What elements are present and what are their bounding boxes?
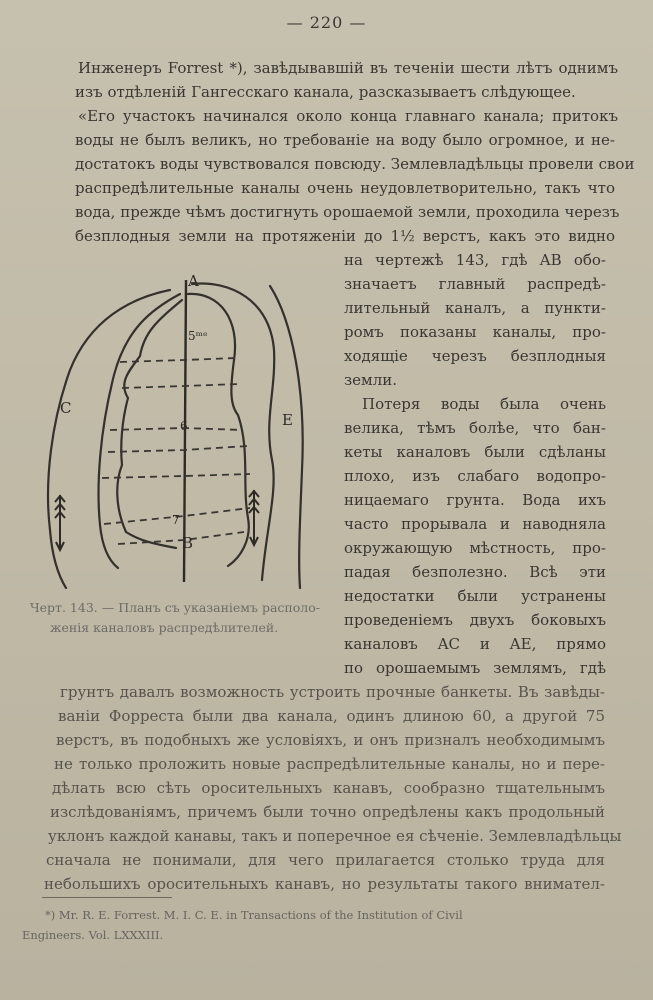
side-line: ходящіе черезъ безплодныя	[344, 347, 606, 365]
quote-line: «Его участокъ начинался около конца главнаго канала; притокъ	[78, 107, 618, 125]
dashed-channel	[108, 446, 248, 452]
label-e: E	[282, 411, 293, 429]
figure-caption: Черт. 143. — Планъ съ указаніемъ располо-	[30, 600, 320, 615]
quote-line: достатокъ воды чувствовался повсюду. Землевладѣльцы провели свои	[75, 155, 635, 173]
dashed-channel	[102, 474, 250, 478]
label-7: 7	[172, 513, 180, 527]
body-line: изслѣдованіямъ, причемъ были точно опредѣлены какъ продольный	[50, 803, 605, 821]
label-5: 5ᵐᵉ	[188, 329, 208, 343]
body-line: сначала не понимали, для чего прилагается столько труда для	[46, 851, 605, 869]
intro-line: Инженеръ Forrest *), завѣдывавшій въ теченіи шести лѣтъ однимъ	[78, 59, 618, 77]
side-line: плохо, изъ слабаго водопро-	[344, 467, 606, 485]
footnote-line: Engineers. Vol. LXXXIII.	[22, 928, 164, 942]
far-right-contour	[270, 286, 303, 588]
dashed-channel	[110, 428, 242, 430]
side-line: падая безполезно. Всѣ эти	[344, 563, 606, 581]
side-line: недостатки были устранены	[344, 587, 606, 605]
flow-arrow-left-icon	[55, 495, 65, 550]
label-c: C	[60, 399, 72, 417]
body-line: уклонъ каждой канавы, такъ и поперечное ея сѣченіе. Землевладѣльцы	[48, 827, 622, 845]
quote-line: распредѣлительные каналы очень неудовлетворительно, такъ что	[75, 179, 615, 197]
middle-left-contour	[99, 294, 180, 568]
side-line: лительный каналъ, а пункти-	[344, 299, 606, 317]
intro-line: изъ отдѣленій Гангесскаго канала, разсказываетъ слѣдующее.	[75, 83, 576, 101]
quote-line: воды не былъ великъ, но требованіе на воду было огромное, и не-	[75, 131, 615, 149]
dashed-channel	[122, 384, 240, 388]
quote-line: вода, прежде чѣмъ достигнуть орошаемой земли, проходила черезъ	[75, 203, 620, 221]
flow-arrow-right-icon	[249, 490, 259, 545]
quote-line: безплодныя земли на протяженіи до 1½ верстъ, какъ это видно	[75, 227, 615, 245]
side-line: окружающую мѣстность, про-	[344, 539, 606, 557]
side-line: земли.	[344, 371, 398, 389]
side-line: кеты каналовъ были сдѣланы	[344, 443, 606, 461]
label-6: 6	[180, 419, 188, 433]
body-line: ваніи Форреста были два канала, одинъ длиною 60, а другой 75	[58, 707, 605, 725]
canal-plan-figure	[30, 270, 320, 590]
side-line: проведеніемъ двухъ боковыхъ	[344, 611, 606, 629]
side-line: каналовъ AC и AE, прямо	[344, 635, 606, 653]
side-line: Потеря воды была очень	[362, 395, 606, 413]
body-line: грунтъ давалъ возможность устроить прочные банкеты. Въ завѣды-	[60, 683, 605, 701]
side-line: часто прорывала и наводняла	[344, 515, 606, 533]
label-b: B	[182, 534, 194, 552]
side-line: по орошаемымъ землямъ, гдѣ	[344, 659, 606, 677]
body-line: дѣлать всю сѣть оросительныхъ канавъ, сообразно тщательнымъ	[52, 779, 605, 797]
footnote-rule	[42, 897, 172, 898]
body-line: не только проложить новые распредѣлительные каналы, но и пере-	[54, 755, 605, 773]
side-line: ницаемаго грунта. Вода ихъ	[344, 491, 606, 509]
side-line: ромъ показаны каналы, про-	[344, 323, 606, 341]
figure-caption: женія каналовъ распредѣлителей.	[50, 620, 279, 635]
footnote-line: *) Mr. R. E. Forrest. M. I. C. E. in Transactions of the Institution of Civil	[45, 908, 463, 922]
inner-left-contour	[117, 300, 182, 548]
side-line: значаетъ главный распредѣ-	[344, 275, 606, 293]
body-line: верстъ, въ подобныхъ же условіяхъ, и онъ призналъ необходимымъ	[56, 731, 605, 749]
label-a: A	[188, 272, 199, 290]
page-number: — 220 —	[286, 13, 367, 32]
side-line: велика, тѣмъ болѣе, что бан-	[344, 419, 606, 437]
side-line: на чертежѣ 143, гдѣ AB обо-	[344, 251, 606, 269]
body-line: небольшихъ оросительныхъ канавъ, но результаты такого внимател-	[44, 875, 605, 893]
